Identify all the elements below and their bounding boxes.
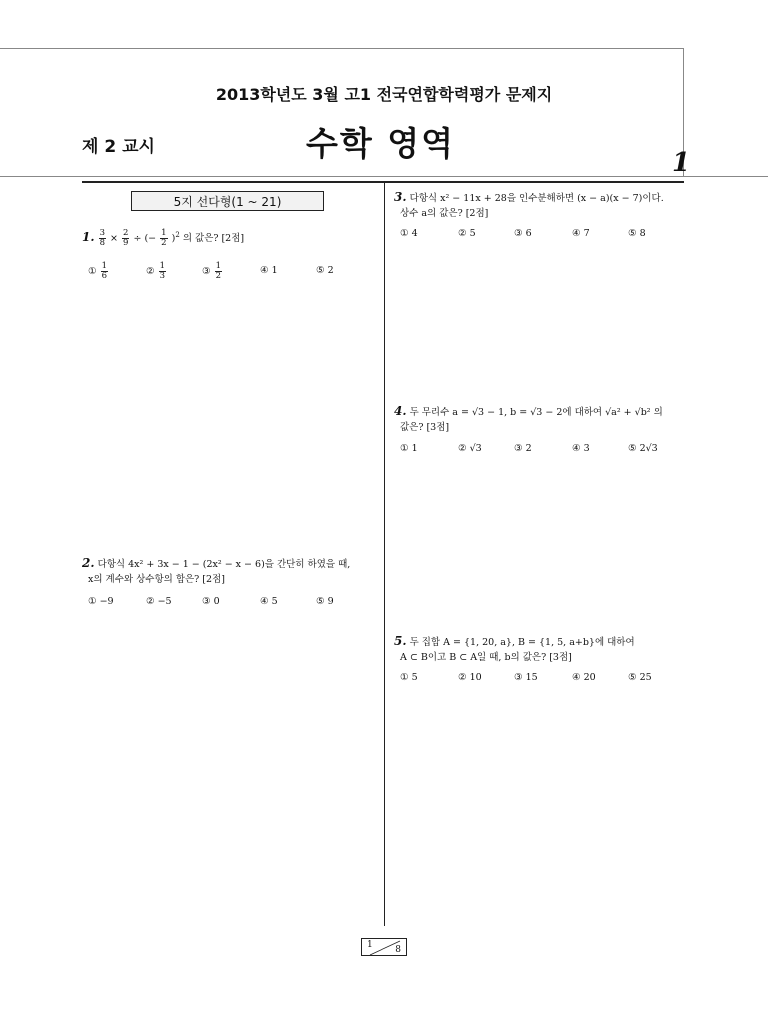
question-number: 2. bbox=[82, 556, 95, 570]
choice-mark: ② bbox=[458, 228, 467, 239]
choice-mark: ② bbox=[146, 266, 155, 277]
choice-value: 10 bbox=[469, 672, 482, 683]
choice-value: 5 bbox=[271, 596, 278, 607]
choice-3[interactable] bbox=[202, 262, 223, 281]
choice-2[interactable] bbox=[458, 672, 482, 683]
operator: × bbox=[110, 233, 118, 245]
choices-3 bbox=[400, 228, 680, 242]
session-label: 제 2 교시 bbox=[82, 137, 155, 157]
denominator: 2 bbox=[161, 238, 167, 249]
choice-mark: ① bbox=[400, 228, 409, 239]
choice-mark: ④ bbox=[572, 443, 581, 454]
choice-4[interactable] bbox=[572, 672, 596, 683]
choice-value: √3 bbox=[469, 443, 482, 454]
choice-value: 9 bbox=[327, 596, 334, 607]
question-number: 1. bbox=[82, 230, 95, 245]
choice-mark: ④ bbox=[260, 596, 269, 607]
choice-mark: ③ bbox=[202, 596, 211, 607]
question-text: 두 집합 A = {1, 20, a}, B = {1, 5, a+b}에 대하여 bbox=[409, 637, 635, 648]
choice-value: 20 bbox=[583, 672, 596, 683]
question-text: 다항식 x² − 11x + 28을 인수분해하면 (x − a)(x − 7)이다. bbox=[409, 193, 664, 204]
numerator: 2 bbox=[123, 228, 129, 239]
question-text: 상수 a의 값은? [2점] bbox=[400, 208, 489, 219]
question-4 bbox=[394, 404, 684, 435]
section-label: 5지 선다형(1 ~ 21) bbox=[131, 191, 324, 211]
choice-4[interactable] bbox=[572, 443, 590, 454]
denominator: 3 bbox=[159, 271, 165, 281]
choice-4[interactable] bbox=[260, 596, 278, 607]
choice-value: 0 bbox=[213, 596, 220, 607]
page-indicator bbox=[361, 938, 407, 956]
content-top-rule bbox=[82, 181, 684, 183]
choice-mark: ③ bbox=[202, 266, 211, 277]
numerator: 1 bbox=[161, 228, 167, 239]
denominator: 6 bbox=[101, 271, 107, 281]
choice-5[interactable] bbox=[316, 596, 334, 607]
operator: ÷ (− bbox=[133, 233, 157, 245]
choice-value: 7 bbox=[583, 228, 590, 239]
question-text: 값은? [3점] bbox=[400, 422, 450, 433]
total-pages: 8 bbox=[395, 945, 401, 955]
choice-mark: ② bbox=[458, 672, 467, 683]
choices-4 bbox=[400, 443, 680, 457]
choice-value: 5 bbox=[411, 672, 418, 683]
question-number: 4. bbox=[394, 404, 407, 418]
fraction bbox=[122, 229, 129, 248]
question-text: 두 무리수 a = √3 − 1, b = √3 − 2에 대하여 √a² + √b² 의 bbox=[409, 407, 663, 418]
current-page: 1 bbox=[367, 940, 373, 950]
choice-3[interactable] bbox=[514, 672, 538, 683]
choice-2[interactable] bbox=[146, 262, 167, 281]
choice-value: −9 bbox=[99, 596, 114, 607]
numerator: 1 bbox=[215, 261, 221, 271]
question-number: 3. bbox=[394, 190, 407, 204]
choice-value: 5 bbox=[469, 228, 476, 239]
choice-mark: ③ bbox=[514, 228, 523, 239]
choice-value: 3 bbox=[583, 443, 590, 454]
choice-value: 2√3 bbox=[639, 443, 658, 454]
choice-1[interactable] bbox=[400, 443, 418, 454]
denominator: 9 bbox=[123, 238, 129, 249]
choice-2[interactable] bbox=[146, 596, 172, 607]
column-divider bbox=[384, 182, 385, 926]
choices-1 bbox=[88, 262, 368, 282]
choice-value: 25 bbox=[639, 672, 652, 683]
choice-value: 2 bbox=[327, 265, 334, 276]
question-5 bbox=[394, 634, 684, 665]
choice-1[interactable] bbox=[88, 596, 114, 607]
choice-value: 8 bbox=[639, 228, 646, 239]
choice-mark: ④ bbox=[572, 672, 581, 683]
choice-mark: ③ bbox=[514, 672, 523, 683]
choice-value: 6 bbox=[525, 228, 532, 239]
choice-5[interactable] bbox=[316, 265, 334, 276]
question-text: x의 계수와 상수항의 합은? [2점] bbox=[88, 574, 225, 585]
choice-mark: ⑤ bbox=[628, 228, 637, 239]
subject-title: 수학 영역 bbox=[306, 124, 456, 163]
question-text: 다항식 4x² + 3x − 1 − (2x² − x − 6)을 간단히 하였을 때, bbox=[97, 559, 351, 570]
numerator: 3 bbox=[99, 228, 105, 239]
question-2 bbox=[82, 556, 377, 587]
choice-mark: ② bbox=[458, 443, 467, 454]
choice-mark: ⑤ bbox=[628, 443, 637, 454]
choice-5[interactable] bbox=[628, 228, 646, 239]
choice-value: 15 bbox=[525, 672, 538, 683]
choice-mark: ⑤ bbox=[628, 672, 637, 683]
choice-3[interactable] bbox=[514, 228, 532, 239]
page-mark: 1 bbox=[672, 148, 691, 178]
choice-2[interactable] bbox=[458, 228, 476, 239]
choice-value: 4 bbox=[411, 228, 418, 239]
choice-value: 1 bbox=[411, 443, 418, 454]
denominator: 8 bbox=[99, 238, 105, 249]
fraction bbox=[99, 229, 106, 248]
choice-1[interactable] bbox=[400, 672, 418, 683]
choice-mark: ④ bbox=[572, 228, 581, 239]
choice-mark: ② bbox=[146, 596, 155, 607]
fraction bbox=[159, 262, 166, 281]
choice-mark: ④ bbox=[260, 265, 269, 276]
choice-mark: ③ bbox=[514, 443, 523, 454]
question-text: 의 값은? [2점] bbox=[179, 233, 245, 245]
paren-close: ) bbox=[171, 233, 176, 245]
fraction bbox=[215, 262, 222, 281]
exponent: 2 bbox=[175, 231, 180, 239]
choice-5[interactable] bbox=[628, 443, 658, 454]
choice-mark: ① bbox=[400, 443, 409, 454]
choice-value: 2 bbox=[525, 443, 532, 454]
choice-1[interactable] bbox=[400, 228, 418, 239]
choice-value: 1 bbox=[271, 265, 278, 276]
denominator: 2 bbox=[215, 271, 221, 281]
choice-mark: ⑤ bbox=[316, 596, 325, 607]
choice-3[interactable] bbox=[202, 596, 220, 607]
numerator: 1 bbox=[159, 261, 165, 271]
choices-5 bbox=[400, 672, 680, 686]
choice-2[interactable] bbox=[458, 443, 482, 454]
choice-5[interactable] bbox=[628, 672, 652, 683]
choice-mark: ① bbox=[88, 266, 97, 277]
question-1 bbox=[82, 228, 244, 248]
choice-mark: ⑤ bbox=[316, 265, 325, 276]
choice-1[interactable] bbox=[88, 262, 109, 281]
choice-4[interactable] bbox=[260, 265, 278, 276]
question-number: 5. bbox=[394, 634, 407, 648]
choice-mark: ① bbox=[400, 672, 409, 683]
exam-title: 2013학년도 3월 고1 전국연합학력평가 문제지 bbox=[215, 85, 553, 104]
question-text: A ⊂ B이고 B ⊂ A일 때, b의 값은? [3점] bbox=[400, 652, 572, 663]
fraction bbox=[101, 262, 108, 281]
choice-4[interactable] bbox=[572, 228, 590, 239]
fraction bbox=[160, 229, 167, 248]
numerator: 1 bbox=[101, 261, 107, 271]
choice-value: −5 bbox=[157, 596, 172, 607]
choices-2 bbox=[88, 596, 368, 610]
choice-mark: ① bbox=[88, 596, 97, 607]
question-3 bbox=[394, 190, 684, 221]
choice-3[interactable] bbox=[514, 443, 532, 454]
header-bottom-line bbox=[0, 176, 768, 177]
